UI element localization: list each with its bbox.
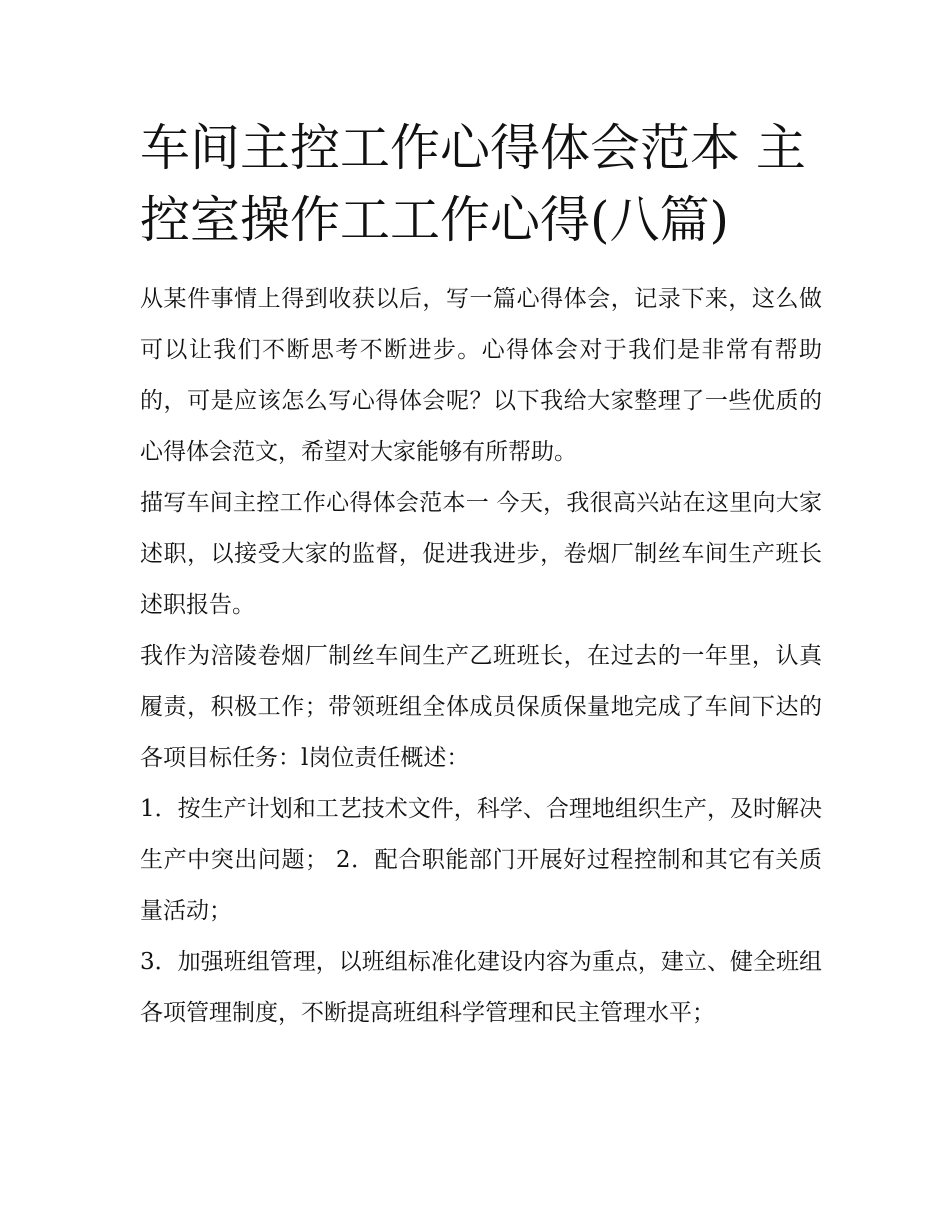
paragraph-sample-one: 描写车间主控工作心得体会范本一 今天，我很高兴站在这里向大家述职，以接受大家的监督，促进我进步，卷烟厂制丝车间生产班长述职报告。 <box>140 490 822 618</box>
document-body <box>140 274 822 1039</box>
paragraph-duty-1-2: 1．按生产计划和工艺技术文件，科学、合理地组织生产，及时解决生产中突出问题； 2．配合职能部门开展好过程控制和其它有关质量活动； <box>140 796 822 924</box>
paragraph-self-introduction: 我作为涪陵卷烟厂制丝车间生产乙班班长，在过去的一年里，认真履责，积极工作；带领班组全体成员保质保量地完成了车间下达的各项目标任务：l岗位责任概述： <box>140 643 822 771</box>
paragraph-intro: 从某件事情上得到收获以后，写一篇心得体会，记录下来，这么做可以让我们不断思考不断进步。心得体会对于我们是非常有帮助的，可是应该怎么写心得体会呢？以下我给大家整理了一些优质的心得体会范文，希望对大家能够有所帮助。 <box>140 286 822 465</box>
document-title: 车间主控工作心得体会范本 主控室操作工工作心得(八篇) <box>140 119 806 249</box>
paragraph-duty-3: 3．加强班组管理，以班组标准化建设内容为重点，建立、健全班组各项管理制度，不断提高班组科学管理和民主管理水平； <box>140 949 822 1026</box>
